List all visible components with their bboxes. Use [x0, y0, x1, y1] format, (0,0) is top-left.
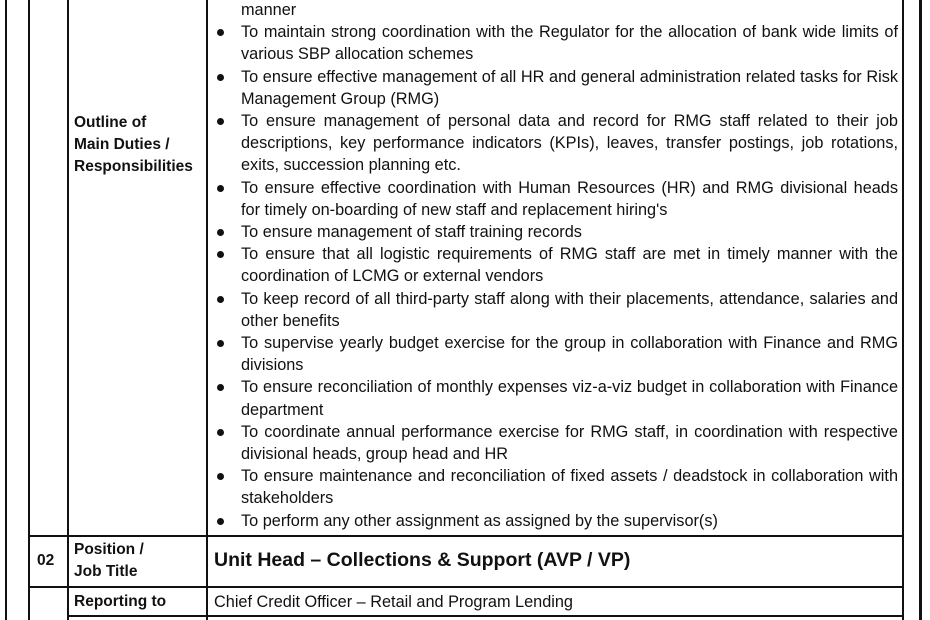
bullet-dot-icon [217, 229, 224, 236]
bullet-text: To keep record of all third-party staff along with their placements, attendance, salaries and other benefits [241, 289, 898, 330]
row-divider-3 [67, 615, 904, 617]
table-column-divider-1 [28, 0, 30, 620]
duties-label-line: Responsibilities [74, 158, 193, 175]
list-item-continuation [214, 0, 898, 21]
list-item [214, 221, 898, 243]
row-divider-2 [28, 586, 904, 588]
list-item [214, 421, 898, 465]
list-item [214, 465, 898, 509]
bullet-dot-icon [217, 185, 224, 192]
duties-label-line: Outline of [74, 114, 147, 131]
bullet-dot-icon [217, 74, 224, 81]
duties-bullet-list [214, 0, 898, 532]
list-item [214, 66, 898, 110]
bullet-dot-icon [217, 429, 224, 436]
bullet-dot-icon [217, 473, 224, 480]
duties-label-line: Main Duties / [74, 136, 170, 153]
position-label-line: Position / [74, 541, 144, 558]
list-item [214, 510, 898, 532]
bullet-text: To supervise yearly budget exercise for the group in collaboration with Finance and RMG divisions [241, 334, 898, 375]
bullet-dot-icon [217, 251, 224, 258]
list-item [214, 376, 898, 420]
bullet-text: To maintain strong coordination with the Regulator for the allocation of bank wide limits of various SBP allocation schemes [241, 23, 898, 64]
list-item [214, 110, 898, 177]
table-border-right [902, 0, 904, 620]
duties-label [74, 112, 193, 178]
bullet-text: To coordinate annual performance exercise for RMG staff, in coordination with respective divisional heads, group head and HR [241, 422, 898, 464]
position-label-line: Job Title [74, 563, 138, 580]
bullet-text: To ensure management of personal data and record for RMG staff related to their job descriptions, key performance indicators (KPIs), leaves, transfer postings, job rotations, exits, succession planning etc. [241, 112, 898, 175]
bullet-dot-icon [217, 340, 224, 347]
bullet-dot-icon [217, 384, 224, 391]
list-item [214, 332, 898, 376]
job-title: Unit Head – Collections & Support (AVP / VP) [214, 549, 631, 571]
bullet-dot-icon [217, 518, 224, 525]
bullet-text: manner [241, 1, 297, 19]
page-edge [919, 0, 922, 620]
table-column-divider-2 [67, 0, 69, 620]
reporting-value: Chief Credit Officer – Retail and Program Lending [214, 593, 573, 611]
bullet-text: To ensure management of staff training records [241, 223, 582, 242]
bullet-text: To perform any other assignment as assigned by the supervisor(s) [241, 511, 718, 530]
list-item [214, 177, 898, 221]
row-divider-1 [28, 535, 904, 537]
list-item [214, 288, 898, 332]
bullet-text: To ensure maintenance and reconciliation of fixed assets / deadstock in collaboration with stakeholders [241, 467, 898, 508]
bullet-text: To ensure effective management of all HR and general administration related tasks for Risk Management Group (RMG) [241, 67, 898, 108]
bullet-text: To ensure effective coordination with Human Resources (HR) and RMG divisional heads for timely on-boarding of new staff and replacement hiring's [241, 178, 898, 219]
list-item [214, 243, 898, 287]
bullet-text: To ensure that all logistic requirements of RMG staff are met in timely manner with the coordination of LCMG or external vendors [241, 245, 898, 286]
table-border-left [5, 0, 7, 620]
reporting-label: Reporting to [74, 593, 167, 610]
bullet-text: To ensure reconciliation of monthly expenses viz-a-viz budget in collaboration with Finance department [241, 378, 898, 419]
bullet-dot-icon [217, 296, 224, 303]
list-item [214, 21, 898, 65]
table-column-divider-3 [206, 0, 208, 620]
bullet-dot-icon [217, 29, 224, 36]
position-label [74, 539, 144, 583]
bullet-dot-icon [217, 118, 224, 125]
row-number: 02 [37, 552, 55, 569]
